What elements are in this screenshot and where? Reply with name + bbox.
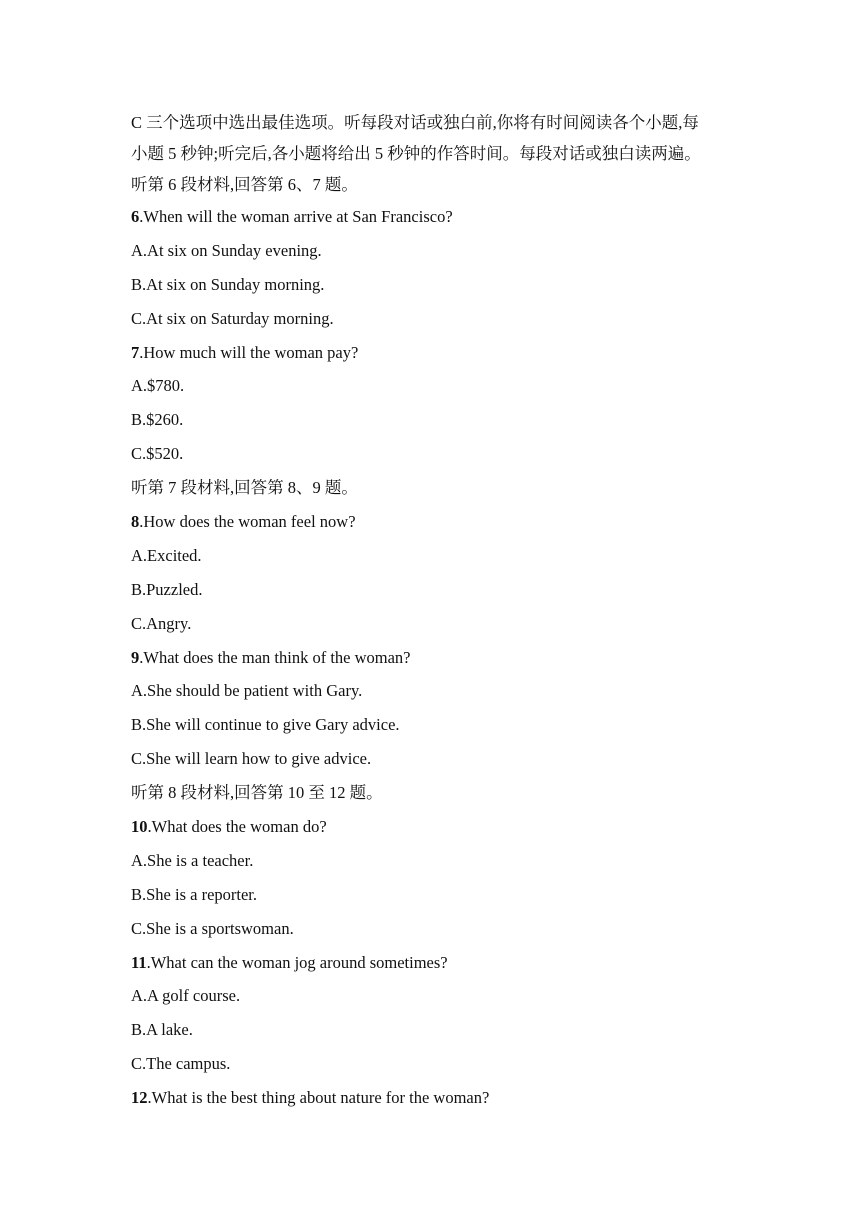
question-number: 12 — [131, 1088, 148, 1108]
question-text: .When will the woman arrive at San Francisco? — [139, 207, 453, 226]
option-c: C.Angry. — [131, 613, 192, 633]
question-11 — [131, 946, 751, 980]
option-a: A.She is a teacher. — [131, 850, 254, 870]
option-c: C.She is a sportswoman. — [131, 918, 294, 938]
option-b: B.She is a reporter. — [131, 884, 258, 904]
section-heading: 听第 6 段材料,回答第 6、7 题。 — [131, 175, 358, 194]
question-text: .What does the woman do? — [147, 817, 327, 837]
question-text: .What does the man think of the woman? — [139, 647, 411, 667]
option-c: C.The campus. — [131, 1054, 231, 1074]
instruction-line: 小题 5 秒钟;听完后,各小题将给出 5 秒钟的作答时间。每段对话或独白读两遍。 — [131, 144, 701, 163]
question-text: .How does the woman feel now? — [139, 512, 356, 532]
option-b: B.She will continue to give Gary advice. — [131, 715, 400, 735]
question-text: .What can the woman jog around sometimes? — [146, 952, 448, 972]
option-a: A.Excited. — [131, 545, 202, 565]
question-number: 9 — [131, 647, 140, 667]
document-body — [131, 107, 751, 1115]
option-b: B.At six on Sunday morning. — [131, 274, 325, 294]
section-heading: 听第 8 段材料,回答第 10 至 12 题。 — [131, 783, 383, 803]
option-c: C.$520. — [131, 444, 184, 464]
option-c: C.At six on Saturday morning. — [131, 308, 334, 328]
question-10 — [131, 810, 751, 844]
option-a: A.At six on Sunday evening. — [131, 240, 322, 260]
instruction-line: C 三个选项中选出最佳选项。听每段对话或独白前,你将有时间阅读各个小题,每 — [131, 113, 699, 132]
question-text: .How much will the woman pay? — [139, 342, 359, 362]
option-a: A.$780. — [131, 376, 185, 396]
section-heading: 听第 7 段材料,回答第 8、9 题。 — [131, 478, 358, 498]
option-a: A.A golf course. — [131, 986, 241, 1006]
option-b: B.A lake. — [131, 1020, 193, 1040]
option-a: A.She should be patient with Gary. — [131, 681, 363, 701]
question-number: 10 — [131, 817, 148, 837]
question-text: .What is the best thing about nature for the woman? — [147, 1088, 490, 1108]
question-12 — [131, 1081, 751, 1115]
option-b: B.$260. — [131, 410, 184, 430]
question-number: 8 — [131, 512, 140, 532]
question-number: 7 — [131, 342, 140, 362]
option-b: B.Puzzled. — [131, 579, 203, 599]
question-9 — [131, 641, 751, 675]
question-8 — [131, 505, 751, 539]
question-number: 11 — [131, 952, 147, 972]
question-number: 6 — [131, 207, 140, 226]
question-6 — [131, 200, 751, 234]
question-7 — [131, 336, 751, 370]
option-c: C.She will learn how to give advice. — [131, 749, 372, 769]
